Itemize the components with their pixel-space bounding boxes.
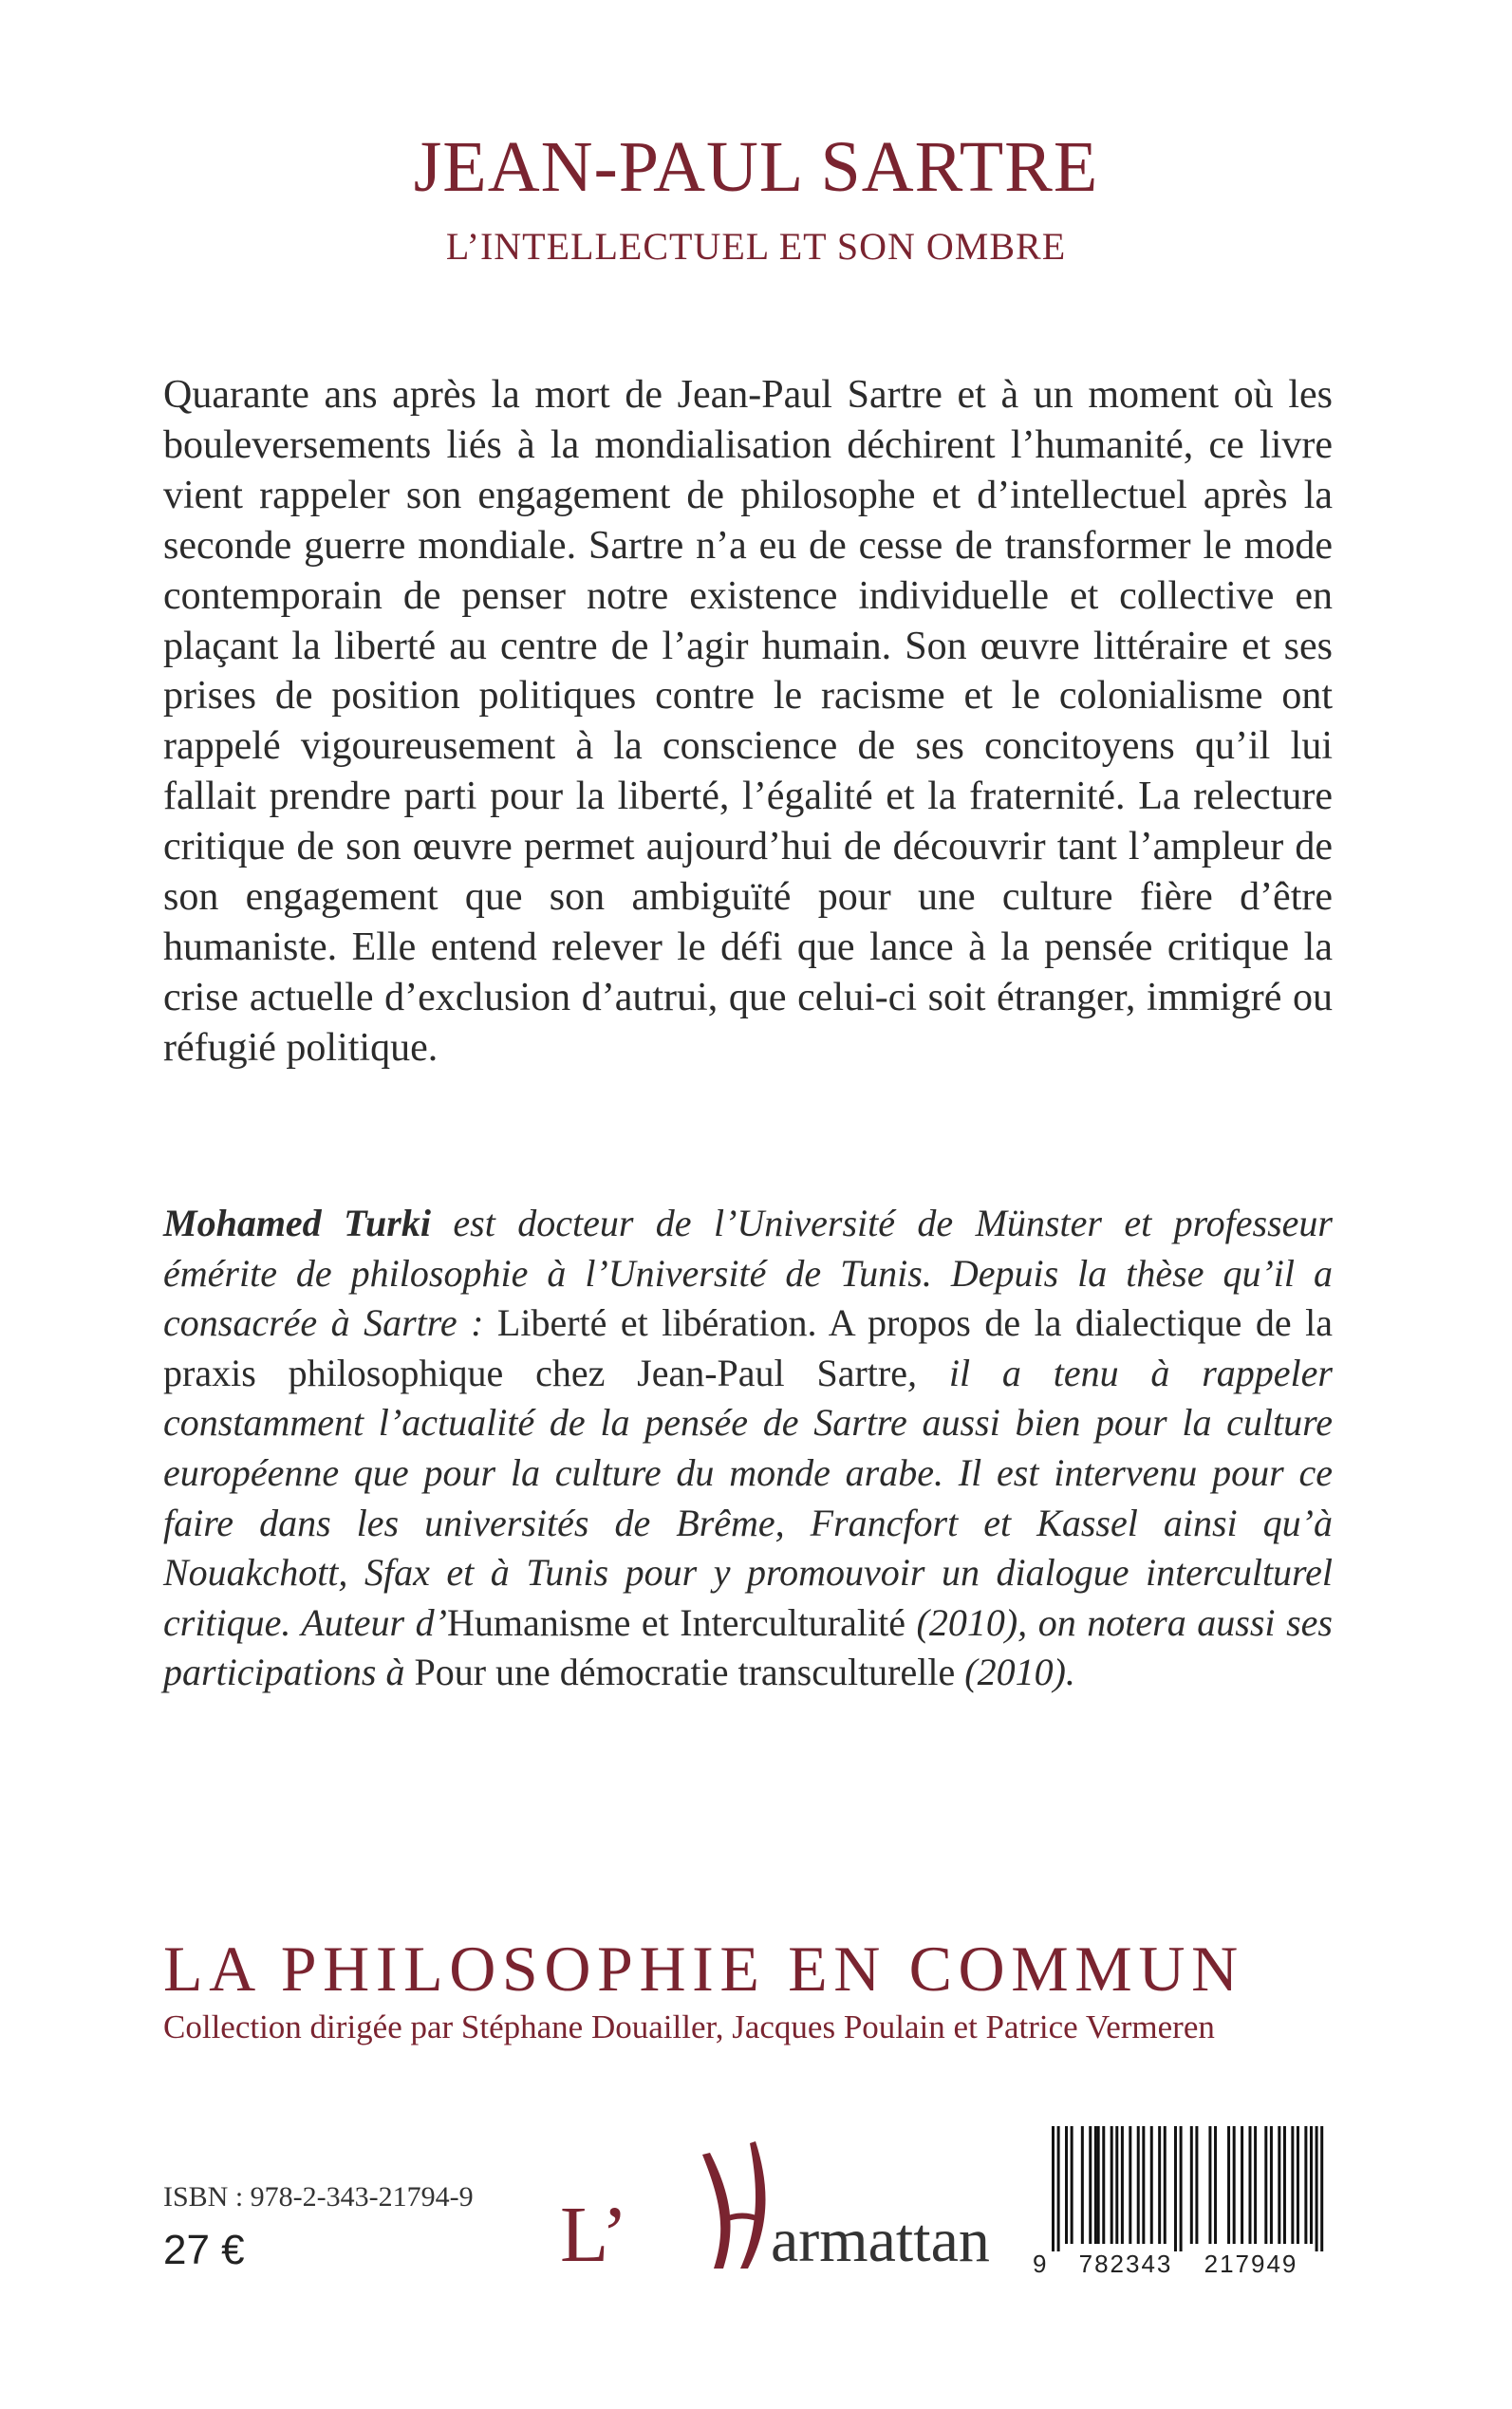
bio-part-2: , il a tenu à rappeler constamment l’actualité de la pensée de Sartre aussi bien pour la culture européenne que pour la culture du monde arabe. Il est intervenu pour ce faire dans les universités de Brême, Francfort et Kassel ainsi qu’à Nouakchott, Sfax et à Tunis pour y promouvoir un dialogue interculturel critique. Auteur d’ xyxy=(163,1351,1333,1644)
barcode-bar xyxy=(1227,2126,1230,2244)
book-title-democratie: Pour une démocratie transculturelle xyxy=(414,1651,956,1694)
barcode-bar xyxy=(1310,2126,1313,2244)
barcode-icon xyxy=(1027,2122,1331,2284)
barcode-bar xyxy=(1071,2126,1073,2244)
book-title-humanisme: Humanisme et Interculturalité xyxy=(447,1600,905,1644)
barcode-bar xyxy=(1233,2126,1236,2244)
barcode-bar xyxy=(1195,2126,1198,2244)
barcode-bar xyxy=(1304,2126,1307,2244)
barcode-bar xyxy=(1129,2126,1131,2244)
barcode-bar xyxy=(1208,2126,1211,2244)
collection-name: LA PHILOSOPHIE EN COMMUN xyxy=(163,1933,1244,2005)
book-title: JEAN-PAUL SARTRE xyxy=(413,127,1099,207)
book-subtitle: L’INTELLECTUEL ET SON OMBRE xyxy=(445,225,1067,268)
barcode-bar xyxy=(1089,2126,1092,2244)
barcode-bar xyxy=(1164,2126,1167,2244)
barcode-bar xyxy=(1248,2126,1251,2244)
barcode-bar xyxy=(1297,2126,1299,2244)
svg-text:L’: L’ xyxy=(560,2191,628,2279)
barcode xyxy=(1027,2122,1331,2284)
barcode-bar xyxy=(1142,2126,1145,2244)
barcode-bar xyxy=(1214,2126,1217,2244)
summary-paragraph: Quarante ans après la mort de Jean-Paul Sartre et à un moment où les bouleversements liés à la mondialisation déchirent l’humanité, ce livre vient rappeler son engagement de philosophe et d’intellectuel après la seconde guerre mondiale. Sartre n’a eu de cesse de transformer le mode contemporain de penser notre existence individuelle et collective en plaçant la liberté au centre de l’agir humain. Son œuvre littéraire et ses prises de position politiques contre le racisme et le colonialisme ont rappelé vigoureusement à la conscience de ses concitoyens qu’il lui fallait prendre parti pour la liberté, l’égalité et la fraternité. La relecture critique de son œuvre permet aujourd’hui de découvrir tant l’ampleur de son engagement que son ambiguïté pour une culture fière d’être humaniste. Elle entend relever le défi que lance à la pensée critique la crise actuelle d’exclusion d’autrui, que celui-ci soit étranger, immigré ou réfugié politique. xyxy=(163,373,1333,1070)
barcode-bar xyxy=(1316,2126,1318,2251)
publisher-logo xyxy=(560,2136,990,2279)
barcode-bar xyxy=(1102,2126,1105,2244)
barcode-bar xyxy=(1094,2126,1097,2244)
barcode-bar xyxy=(1270,2126,1273,2244)
barcode-bar xyxy=(1264,2126,1267,2244)
barcode-bar xyxy=(1052,2126,1055,2251)
barcode-bar xyxy=(1278,2126,1280,2244)
author-name: Mohamed Turki xyxy=(163,1202,431,1244)
barcode-right-digits: 217949 xyxy=(1204,2250,1298,2278)
barcode-bar xyxy=(1320,2126,1323,2251)
barcode-bar xyxy=(1097,2126,1100,2244)
harmattan-logo-icon xyxy=(560,2136,990,2279)
barcode-first-digit: 9 xyxy=(1033,2250,1047,2278)
bio-part-1: est docteur de l’Université de Münster et professeur émérite de philosophie à l’Université de Tunis. Depuis la thèse qu’il a consacrée à Sartre : xyxy=(163,1202,1333,1345)
author-bio xyxy=(163,1199,1333,1698)
barcode-bar xyxy=(1291,2126,1294,2244)
barcode-bar xyxy=(1137,2126,1140,2244)
barcode-bar xyxy=(1254,2126,1257,2244)
barcode-bar xyxy=(1115,2126,1118,2244)
barcode-bar xyxy=(1065,2126,1068,2244)
barcode-bar xyxy=(1174,2126,1177,2251)
barcode-bar xyxy=(1121,2126,1124,2244)
barcode-bar xyxy=(1158,2126,1161,2244)
barcode-bar xyxy=(1150,2126,1153,2244)
barcode-bar xyxy=(1283,2126,1286,2244)
barcode-bar xyxy=(1180,2126,1183,2251)
collection-directors: Collection dirigée par Stéphane Douailler, Jacques Poulain et Patrice Vermeren xyxy=(163,2008,1215,2045)
svg-text:armattan: armattan xyxy=(771,2206,990,2275)
bio-part-4: (2010). xyxy=(955,1651,1075,1694)
barcode-bar xyxy=(1241,2126,1243,2244)
barcode-left-digits: 782343 xyxy=(1078,2250,1173,2278)
barcode-bar xyxy=(1111,2126,1113,2244)
barcode-bar xyxy=(1081,2126,1084,2244)
bio-part-3: (2010), on notera aussi ses participations à xyxy=(163,1600,1333,1694)
thesis-title: Liberté et libération. A propos de la dialectique de la praxis philosophique chez Jean-Paul Sartre xyxy=(163,1301,1333,1394)
isbn: ISBN : 978-2-343-21794-9 xyxy=(163,2181,474,2213)
barcode-bar xyxy=(1190,2126,1193,2244)
barcode-bar xyxy=(1057,2126,1060,2251)
price: 27 € xyxy=(163,2227,245,2273)
